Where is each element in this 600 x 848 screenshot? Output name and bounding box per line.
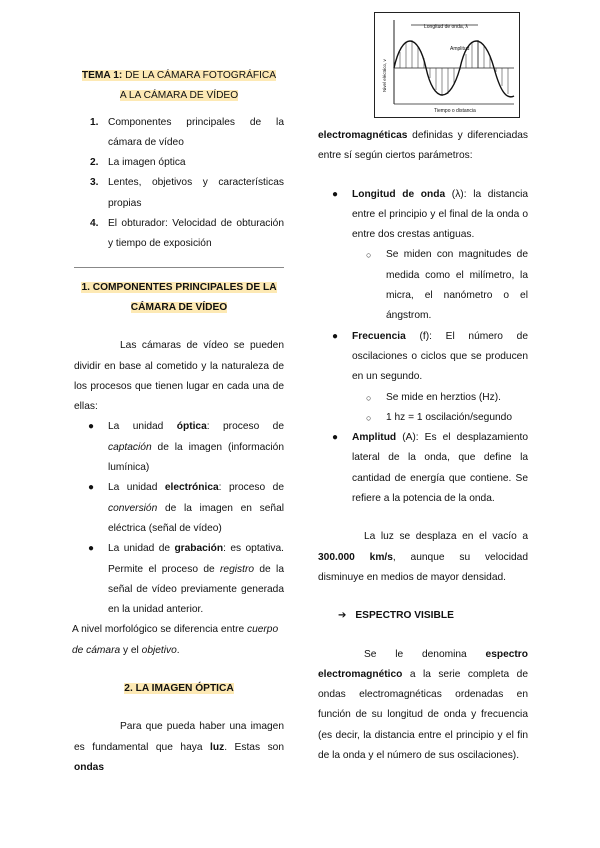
list-item: ● La unidad electrónica: proceso de conversión de la imagen en señal eléctrica (señal de vídeo) — [74, 478, 284, 539]
toc-item: 2. La imagen óptica — [90, 157, 186, 169]
bullet-icon: ● — [88, 482, 95, 494]
light-speed-paragraph: La luz se desplaza en el vacío a 300.000 km/s, aunque su velocidad disminuye en medios de mayor densidad. — [318, 531, 528, 583]
list-item: ● Frecuencia (f): El número de oscilaciones o ciclos que se producen en un segundo. ○ Se mide en herztios (Hz). ○ 1 hz = 1 oscilación/segundo — [318, 327, 528, 428]
topic-title — [74, 66, 284, 107]
toc-item: 1. Componentes principales de la cámara de vídeo — [90, 116, 284, 148]
section-2-title: 2. LA IMAGEN ÓPTICA — [124, 683, 234, 695]
wavelength-label: Longitud de onda, λ — [424, 24, 468, 30]
toc-item: 3. Lentes, objetivos y características propias — [90, 177, 284, 209]
table-of-contents — [74, 113, 284, 255]
list-item: ● La unidad de grabación: es optativa. Permite el proceso de registro de la señal de vídeo previamente generada en la unidad anterior. — [74, 539, 284, 620]
circle-bullet-icon: ○ — [366, 250, 372, 261]
list-item: ● Amplitud (A): Es el desplazamiento lateral de la onda, que define la cantidad de energía que contiene. Se refiere a la potencia de la onda. — [318, 428, 528, 509]
bullet-icon: ● — [88, 421, 95, 433]
amplitude-label: Amplitud — [450, 46, 470, 52]
units-list — [74, 417, 284, 620]
list-item: ● La unidad óptica: proceso de captación de la imagen (información lumínica) — [74, 417, 284, 478]
sub-list-item: ○ Se mide en herztios (Hz). — [352, 388, 528, 408]
sub-list-item: ○ 1 hz = 1 oscilación/segundo — [352, 408, 528, 428]
section-1-title: 1. COMPONENTES PRINCIPALES DE LA CÁMARA DE VÍDEO — [81, 281, 277, 313]
toc-item: 4. El obturador: Velocidad de obturación y tiempo de exposición — [90, 218, 284, 250]
wave-parameters-list — [318, 185, 528, 510]
x-axis-label: Tiempo o distancia — [434, 108, 476, 114]
light-paragraph: Para que pueda haber una imagen es fundamental que haya luz. Estas son ondas — [74, 721, 284, 773]
bullet-icon: ● — [332, 188, 339, 200]
bullet-icon: ● — [332, 330, 339, 342]
intro-paragraph: Las cámaras de vídeo se pueden dividir en base al cometido y la naturaleza de los procesos que tienen lugar en cada una de ellas: — [74, 340, 284, 413]
arrow-right-icon: ➔ — [338, 610, 347, 622]
topic-title-rest: DE LA CÁMARA FOTOGRÁFICA A LA CÁMARA DE VÍDEO — [119, 70, 277, 102]
topic-title-bold: TEMA 1: — [81, 70, 123, 81]
left-column — [74, 66, 284, 778]
spectrum-heading: ➔ ESPECTRO VISIBLE — [338, 610, 454, 622]
section-divider — [74, 267, 284, 268]
morphology-paragraph: A nivel morfológico se diferencia entre cuerpo de cámara y el objetivo. — [72, 624, 279, 656]
continuation-paragraph: electromagnéticas definidas y diferenciadas entre sí según ciertos parámetros: — [318, 130, 528, 162]
y-axis-label: Nivel eléctrico, v — [382, 59, 387, 92]
list-item: ● Longitud de onda (λ): la distancia entre el principio y el final de la onda o entre dos crestas antiguas. ○ Se miden con magnitudes de medida como el milímetro, la micra, el nanómetro o el ángstrom. — [318, 185, 528, 327]
circle-bullet-icon: ○ — [366, 412, 372, 423]
spectrum-paragraph: Se le denomina espectro electromagnético a la serie completa de ondas electromagnéticas ordenadas en función de su longitud de onda y frecuencia (es decir, la distancia entre el principio y el fin de la onda y el número de sus oscilaciones). — [318, 648, 528, 762]
bullet-icon: ● — [332, 432, 339, 444]
bullet-icon: ● — [88, 543, 95, 555]
sub-list-item: ○ Se miden con magnitudes de medida como el milímetro, la micra, el nanómetro o el ángstrom. — [352, 245, 528, 326]
wave-diagram — [374, 12, 520, 118]
circle-bullet-icon: ○ — [366, 392, 372, 403]
right-column — [318, 126, 528, 766]
